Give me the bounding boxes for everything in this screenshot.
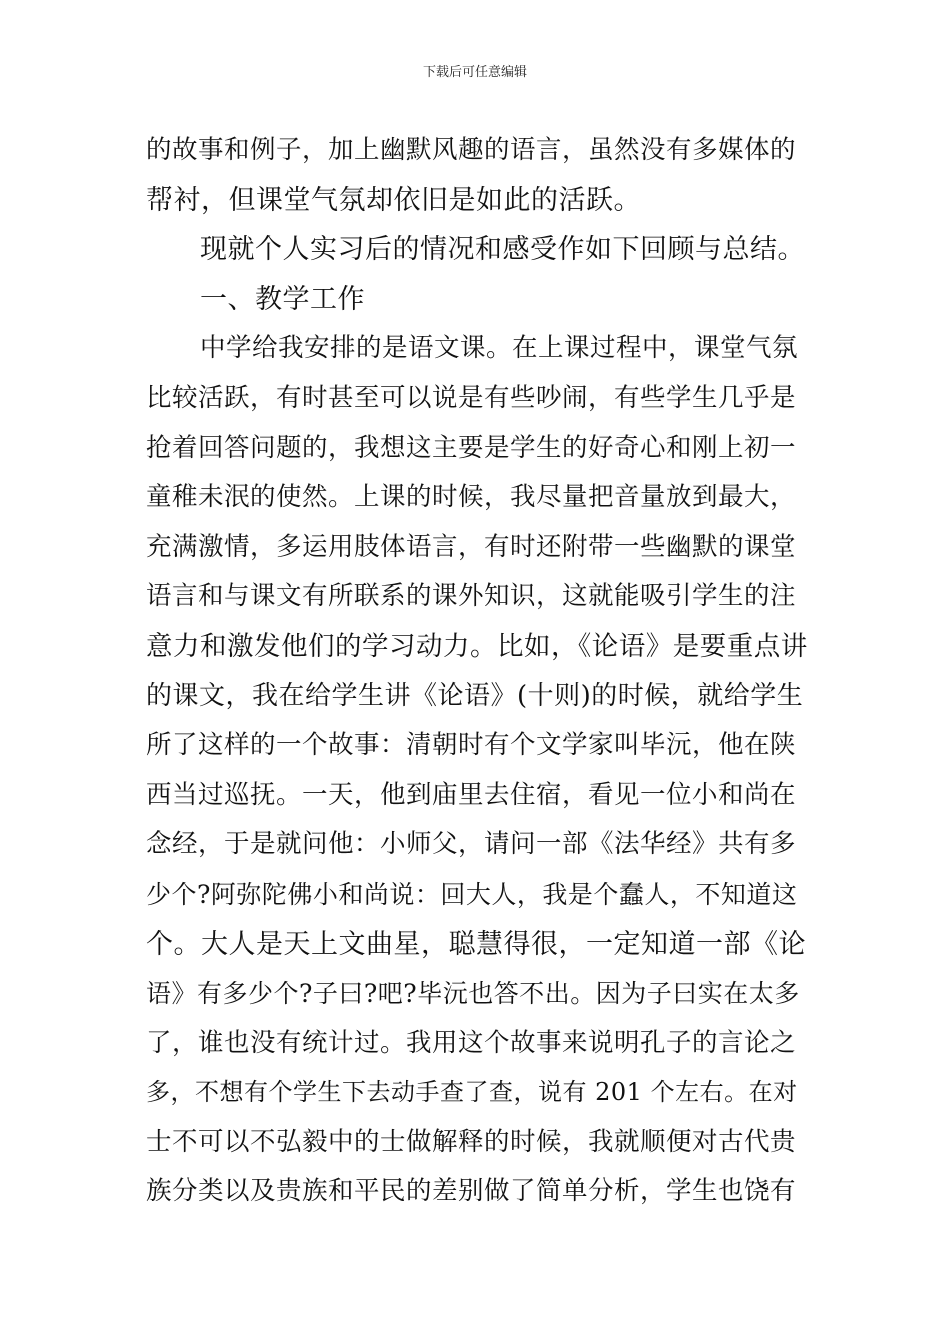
body-line: 童稚未泯的使然。上课的时候，我尽量把音量放到最大，	[146, 482, 797, 513]
body-line: 抢着回答问题的，我想这主要是学生的好奇心和刚上初一	[146, 432, 797, 463]
body-line: 族分类以及贵族和平民的差别做了简单分析，学生也饶有	[146, 1176, 797, 1207]
body-line: 的课文，我在给学生讲《论语》(十则)的时候，就给学生	[146, 680, 804, 711]
body-line: 念经，于是就问他：小师父，请问一部《法华经》共有多	[146, 829, 797, 860]
body-line: 了，谁也没有统计过。我用这个故事来说明孔子的言论之	[146, 1027, 797, 1058]
body-line: 比较活跃，有时甚至可以说是有些吵闹，有些学生几乎是	[146, 382, 797, 413]
body-line: 所了这样的一个故事：清朝时有个文学家叫毕沅，他在陕	[146, 730, 797, 761]
body-line: 的故事和例子，加上幽默风趣的语言，虽然没有多媒体的	[146, 135, 797, 165]
body-line: 一、教学工作	[200, 283, 365, 315]
body-line: 现就个人实习后的情况和感受作如下回顾与总结。	[200, 234, 805, 266]
body-line: 意力和激发他们的学习动力。比如，《论语》是要重点讲	[146, 630, 808, 662]
body-line: 士不可以不弘毅中的士做解释的时候，我就顺便对古代贵	[146, 1126, 797, 1157]
body-line: 西当过巡抚。一天，他到庙里去住宿，看见一位小和尚在	[146, 779, 797, 810]
body-line: 语言和与课文有所联系的课外知识，这就能吸引学生的注	[146, 581, 797, 612]
body-line: 多，不想有个学生下去动手查了查，说有 201 个左右。在对	[146, 1078, 798, 1107]
page-header-note: 下载后可任意编辑	[422, 65, 527, 80]
body-line: 中学给我安排的是语文课。在上课过程中，课堂气氛	[200, 333, 799, 364]
document-body	[146, 126, 808, 1217]
body-line: 帮衬，但课堂气氛却依旧是如此的活跃。	[146, 184, 641, 216]
body-line: 个。大人是天上文曲星，聪慧得很，一定知道一部《论	[146, 928, 806, 960]
body-line: 少个?阿弥陀佛小和尚说：回大人，我是个蠢人，不知道这	[146, 879, 798, 909]
body-line: 语》有多少个?子曰?吧?毕沅也答不出。因为子曰实在太多	[146, 979, 800, 1009]
body-line: 充满激情，多运用肢体语言，有时还附带一些幽默的课堂	[146, 531, 797, 562]
